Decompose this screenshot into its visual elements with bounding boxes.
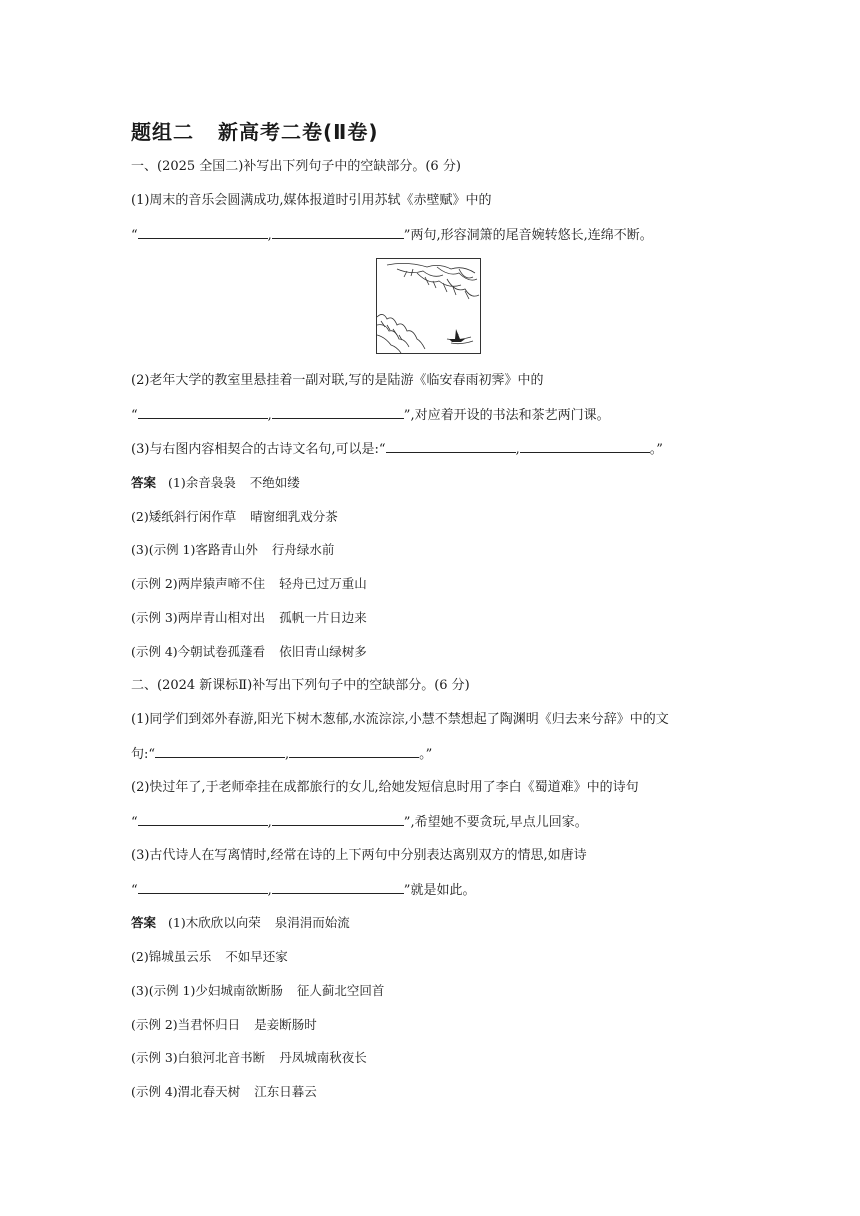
answer-row: (3)(示例 1)客路青山外 行舟绿水前 bbox=[131, 542, 335, 557]
fill-blank[interactable] bbox=[272, 813, 404, 826]
section-title bbox=[131, 116, 378, 145]
fill-blank[interactable] bbox=[272, 226, 404, 239]
answer-row: (3)(示例 1)少妇城南欲断肠 征人蓟北空回首 bbox=[131, 983, 385, 998]
answer-row: (2)锦城虽云乐 不如早还家 bbox=[131, 949, 288, 964]
landscape-illustration bbox=[376, 258, 481, 354]
fill-blank[interactable] bbox=[289, 745, 419, 758]
fill-blank[interactable] bbox=[138, 226, 268, 239]
fill-blank[interactable] bbox=[520, 440, 650, 453]
fill-blank[interactable] bbox=[386, 440, 516, 453]
answer-row: (示例 4)渭北春天树 江东日暮云 bbox=[131, 1084, 317, 1099]
fill-blank[interactable] bbox=[138, 813, 268, 826]
q1-part1-prompt: (1)周末的音乐会圆满成功,媒体报道时引用苏轼《赤壁赋》中的 bbox=[131, 193, 492, 208]
answer-row: (示例 2)当君怀归日 是妾断肠时 bbox=[131, 1017, 317, 1032]
q2-part2-prompt: (2)快过年了,于老师牵挂在成都旅行的女儿,给她发短信息时用了李白《蜀道难》中的诗句 bbox=[131, 780, 639, 795]
q1-part2-fill: “ , ”,对应着开设的书法和茶艺两门课。 bbox=[131, 408, 610, 423]
q1-part2-prompt: (2)老年大学的教室里悬挂着一副对联,写的是陆游《临安春雨初霁》中的 bbox=[131, 373, 544, 388]
q1-part1-fill: “ , ”两句,形容洞箫的尾音婉转悠长,连绵不断。 bbox=[131, 228, 653, 243]
q2-part3-prompt: (3)古代诗人在写离情时,经常在诗的上下两句中分别表达离别双方的情思,如唐诗 bbox=[131, 848, 587, 863]
answer-row: (2)矮纸斜行闲作草 晴窗细乳戏分茶 bbox=[131, 509, 338, 524]
q2-part1-fill: 句:“ , 。” bbox=[131, 747, 433, 762]
answer-label: 答案 bbox=[131, 915, 157, 930]
fill-blank[interactable] bbox=[138, 406, 268, 419]
answer-row: (示例 4)今朝试卷孤蓬看 依旧青山绿树多 bbox=[131, 644, 367, 659]
q1-part3-fill: (3)与右图内容相契合的古诗文名句,可以是:“ , 。” bbox=[131, 442, 663, 457]
answer-row: (示例 3)白狼河北音书断 丹凤城南秋夜长 bbox=[131, 1050, 367, 1065]
q2-part2-fill: “ , ”,希望她不要贪玩,早点儿回家。 bbox=[131, 815, 588, 830]
answer-row: (示例 2)两岸猿声啼不住 轻舟已过万重山 bbox=[131, 576, 367, 591]
q2-heading: 二、(2024 新课标Ⅱ)补写出下列句子中的空缺部分。(6 分) bbox=[131, 678, 470, 693]
q2-part3-fill: “ , ”就是如此。 bbox=[131, 883, 476, 898]
fill-blank[interactable] bbox=[138, 881, 268, 894]
q1-heading: 一、(2025 全国二)补写出下列句子中的空缺部分。(6 分) bbox=[131, 159, 461, 174]
title-sub: 新高考二卷(Ⅱ卷) bbox=[218, 120, 379, 144]
answer-row: (示例 3)两岸青山相对出 孤帆一片日边来 bbox=[131, 610, 367, 625]
q2-part1-prompt: (1)同学们到郊外春游,阳光下树木葱郁,水流淙淙,小慧不禁想起了陶渊明《归去来兮辞》中的文 bbox=[131, 712, 669, 727]
answer-row: 答案 (1)余音袅袅 不绝如缕 bbox=[131, 475, 300, 490]
fill-blank[interactable] bbox=[155, 745, 285, 758]
fill-blank[interactable] bbox=[272, 881, 404, 894]
fill-blank[interactable] bbox=[272, 406, 404, 419]
answer-label: 答案 bbox=[131, 475, 157, 490]
title-main: 题组二 bbox=[131, 120, 194, 144]
answer-row: 答案 (1)木欣欣以向荣 泉涓涓而始流 bbox=[131, 915, 350, 930]
